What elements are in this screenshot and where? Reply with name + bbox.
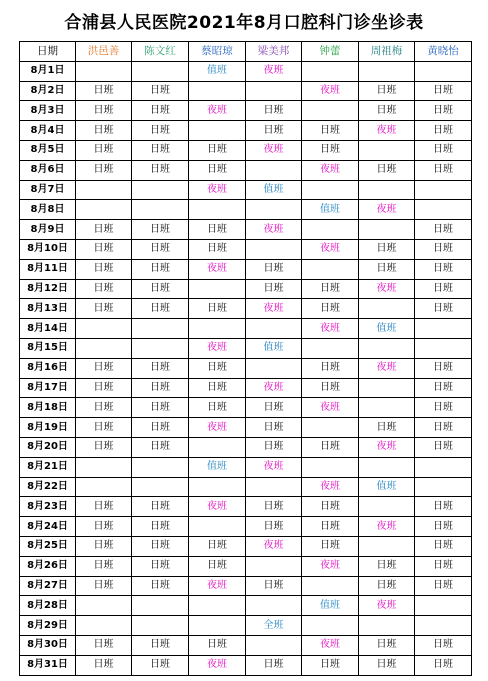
- table-row: [20, 239, 472, 259]
- shift-cell: [359, 497, 415, 517]
- shift-cell: 日班: [359, 576, 415, 596]
- table-row: [20, 358, 472, 378]
- shift-cell: 日班: [132, 160, 189, 180]
- shift-cell: 日班: [189, 556, 246, 576]
- shift-cell: [359, 140, 415, 160]
- shift-cell: 夜班: [189, 259, 246, 279]
- shift-cell: [359, 457, 415, 477]
- shift-cell: 值班: [359, 319, 415, 339]
- shift-cell: [415, 477, 472, 497]
- shift-cell: 夜班: [359, 121, 415, 141]
- shift-cell: 日班: [246, 398, 302, 418]
- shift-cell: 日班: [189, 635, 246, 655]
- table-row: [20, 556, 472, 576]
- shift-cell: [76, 61, 132, 81]
- shift-cell: [132, 61, 189, 81]
- doctor-header: 钟蕾: [302, 42, 359, 62]
- shift-cell: 日班: [132, 239, 189, 259]
- date-cell: 8月13日: [20, 299, 76, 319]
- shift-cell: [359, 536, 415, 556]
- table-row: [20, 437, 472, 457]
- table-row: [20, 81, 472, 101]
- shift-cell: 日班: [302, 121, 359, 141]
- table-row: [20, 596, 472, 616]
- shift-cell: 日班: [415, 121, 472, 141]
- shift-cell: 日班: [415, 378, 472, 398]
- shift-cell: 日班: [359, 101, 415, 121]
- shift-cell: 夜班: [302, 319, 359, 339]
- shift-cell: [302, 576, 359, 596]
- shift-cell: [246, 160, 302, 180]
- shift-cell: 日班: [246, 279, 302, 299]
- shift-cell: 日班: [246, 517, 302, 537]
- date-cell: 8月12日: [20, 279, 76, 299]
- shift-cell: 夜班: [302, 81, 359, 101]
- shift-cell: 值班: [246, 180, 302, 200]
- shift-cell: 日班: [132, 517, 189, 537]
- shift-cell: [359, 616, 415, 636]
- date-cell: 8月27日: [20, 576, 76, 596]
- date-cell: 8月14日: [20, 319, 76, 339]
- table-row: [20, 635, 472, 655]
- shift-cell: 日班: [359, 655, 415, 675]
- shift-cell: 值班: [359, 477, 415, 497]
- shift-cell: 夜班: [302, 239, 359, 259]
- doctor-header: 洪邑善: [76, 42, 132, 62]
- shift-cell: [246, 556, 302, 576]
- table-row: [20, 536, 472, 556]
- date-cell: 8月2日: [20, 81, 76, 101]
- header-row: [20, 42, 472, 62]
- table-row: [20, 200, 472, 220]
- shift-cell: 日班: [415, 160, 472, 180]
- shift-cell: 日班: [76, 299, 132, 319]
- shift-cell: 夜班: [246, 457, 302, 477]
- shift-cell: [415, 319, 472, 339]
- shift-cell: [415, 61, 472, 81]
- date-cell: 8月24日: [20, 517, 76, 537]
- shift-cell: [359, 338, 415, 358]
- shift-cell: [189, 437, 246, 457]
- date-cell: 8月28日: [20, 596, 76, 616]
- shift-cell: [302, 616, 359, 636]
- shift-cell: 日班: [415, 536, 472, 556]
- date-cell: 8月26日: [20, 556, 76, 576]
- shift-cell: [415, 457, 472, 477]
- table-row: [20, 259, 472, 279]
- shift-cell: 日班: [302, 497, 359, 517]
- table-row: [20, 180, 472, 200]
- shift-cell: [189, 616, 246, 636]
- shift-cell: 日班: [132, 299, 189, 319]
- table-row: [20, 378, 472, 398]
- page-title: 合浦县人民医院2021年8月口腔科门诊坐诊表: [64, 13, 424, 33]
- shift-cell: 日班: [76, 497, 132, 517]
- shift-cell: 日班: [415, 398, 472, 418]
- shift-cell: 日班: [132, 556, 189, 576]
- shift-cell: 日班: [415, 279, 472, 299]
- shift-cell: 日班: [76, 398, 132, 418]
- shift-cell: [189, 596, 246, 616]
- shift-cell: [132, 180, 189, 200]
- shift-cell: 日班: [132, 140, 189, 160]
- shift-cell: 日班: [189, 378, 246, 398]
- date-cell: 8月1日: [20, 61, 76, 81]
- date-cell: 8月25日: [20, 536, 76, 556]
- shift-cell: [132, 319, 189, 339]
- shift-cell: 日班: [76, 259, 132, 279]
- shift-cell: 日班: [246, 655, 302, 675]
- shift-cell: 日班: [415, 239, 472, 259]
- shift-cell: 日班: [359, 635, 415, 655]
- shift-cell: 日班: [76, 437, 132, 457]
- shift-cell: [246, 596, 302, 616]
- shift-cell: 夜班: [189, 655, 246, 675]
- shift-cell: 日班: [415, 635, 472, 655]
- shift-cell: 夜班: [189, 576, 246, 596]
- shift-cell: 夜班: [359, 596, 415, 616]
- shift-cell: 日班: [189, 536, 246, 556]
- shift-cell: 日班: [189, 239, 246, 259]
- date-cell: 8月6日: [20, 160, 76, 180]
- shift-cell: 日班: [189, 299, 246, 319]
- date-cell: 8月31日: [20, 655, 76, 675]
- table-row: [20, 457, 472, 477]
- table-row: [20, 616, 472, 636]
- table-row: [20, 279, 472, 299]
- schedule-body: [20, 61, 472, 675]
- shift-cell: 夜班: [246, 140, 302, 160]
- shift-cell: 日班: [415, 140, 472, 160]
- shift-cell: [76, 477, 132, 497]
- shift-cell: [302, 220, 359, 240]
- shift-cell: [359, 398, 415, 418]
- shift-cell: 日班: [132, 576, 189, 596]
- shift-cell: 日班: [359, 556, 415, 576]
- shift-cell: [415, 338, 472, 358]
- shift-cell: 日班: [189, 398, 246, 418]
- shift-cell: 夜班: [302, 160, 359, 180]
- shift-cell: [246, 358, 302, 378]
- date-cell: 8月8日: [20, 200, 76, 220]
- shift-cell: 夜班: [302, 398, 359, 418]
- shift-cell: 日班: [132, 398, 189, 418]
- shift-cell: [246, 477, 302, 497]
- shift-cell: [76, 338, 132, 358]
- shift-cell: 日班: [76, 140, 132, 160]
- shift-cell: 日班: [415, 81, 472, 101]
- shift-cell: 日班: [189, 358, 246, 378]
- schedule-table: [19, 41, 472, 676]
- shift-cell: [132, 200, 189, 220]
- shift-cell: [76, 596, 132, 616]
- shift-cell: [132, 338, 189, 358]
- table-row: [20, 338, 472, 358]
- shift-cell: 日班: [359, 239, 415, 259]
- shift-cell: [415, 596, 472, 616]
- shift-cell: 日班: [76, 536, 132, 556]
- shift-cell: 夜班: [246, 378, 302, 398]
- table-row: [20, 655, 472, 675]
- shift-cell: 夜班: [302, 477, 359, 497]
- shift-cell: [302, 259, 359, 279]
- shift-cell: [189, 517, 246, 537]
- shift-cell: [132, 477, 189, 497]
- date-cell: 8月29日: [20, 616, 76, 636]
- shift-cell: 日班: [302, 536, 359, 556]
- shift-cell: [359, 220, 415, 240]
- shift-cell: 日班: [415, 497, 472, 517]
- shift-cell: 日班: [76, 655, 132, 675]
- shift-cell: 日班: [76, 160, 132, 180]
- shift-cell: 夜班: [359, 200, 415, 220]
- date-cell: 8月23日: [20, 497, 76, 517]
- date-column-header: 日期: [20, 42, 76, 62]
- shift-cell: 日班: [415, 556, 472, 576]
- shift-cell: 日班: [76, 101, 132, 121]
- shift-cell: [246, 635, 302, 655]
- shift-cell: [302, 338, 359, 358]
- table-row: [20, 477, 472, 497]
- shift-cell: 日班: [76, 635, 132, 655]
- date-cell: 8月18日: [20, 398, 76, 418]
- date-cell: 8月22日: [20, 477, 76, 497]
- shift-cell: [359, 299, 415, 319]
- shift-cell: 日班: [76, 358, 132, 378]
- table-row: [20, 101, 472, 121]
- shift-cell: [246, 81, 302, 101]
- table-row: [20, 576, 472, 596]
- shift-cell: 夜班: [246, 220, 302, 240]
- shift-cell: 日班: [415, 220, 472, 240]
- table-row: [20, 517, 472, 537]
- shift-cell: 日班: [415, 299, 472, 319]
- shift-cell: 日班: [246, 121, 302, 141]
- shift-cell: [246, 319, 302, 339]
- shift-cell: [189, 121, 246, 141]
- shift-cell: 日班: [132, 101, 189, 121]
- doctor-header: 周祖梅: [359, 42, 415, 62]
- shift-cell: 日班: [132, 121, 189, 141]
- doctor-header: 黄晓怡: [415, 42, 472, 62]
- shift-cell: 全班: [246, 616, 302, 636]
- shift-cell: [76, 319, 132, 339]
- shift-cell: [189, 81, 246, 101]
- table-row: [20, 121, 472, 141]
- table-row: [20, 398, 472, 418]
- shift-cell: 日班: [76, 556, 132, 576]
- shift-cell: 日班: [415, 517, 472, 537]
- shift-cell: [76, 457, 132, 477]
- shift-cell: [189, 319, 246, 339]
- table-row: [20, 160, 472, 180]
- shift-cell: 日班: [132, 81, 189, 101]
- shift-cell: 夜班: [302, 635, 359, 655]
- shift-cell: [132, 457, 189, 477]
- shift-cell: 夜班: [189, 180, 246, 200]
- shift-cell: 日班: [415, 418, 472, 438]
- shift-cell: 日班: [415, 101, 472, 121]
- shift-cell: 日班: [132, 635, 189, 655]
- shift-cell: 夜班: [189, 418, 246, 438]
- shift-cell: [132, 596, 189, 616]
- shift-cell: [189, 200, 246, 220]
- shift-cell: 日班: [76, 279, 132, 299]
- shift-cell: 夜班: [302, 556, 359, 576]
- table-row: [20, 418, 472, 438]
- shift-cell: [302, 457, 359, 477]
- shift-cell: 日班: [132, 655, 189, 675]
- shift-cell: 值班: [302, 200, 359, 220]
- doctor-header: 梁美邦: [246, 42, 302, 62]
- shift-cell: 日班: [246, 418, 302, 438]
- shift-cell: 日班: [132, 497, 189, 517]
- date-cell: 8月15日: [20, 338, 76, 358]
- shift-cell: 日班: [415, 358, 472, 378]
- shift-cell: 日班: [132, 259, 189, 279]
- shift-cell: 夜班: [359, 279, 415, 299]
- shift-cell: 日班: [415, 655, 472, 675]
- shift-cell: [76, 180, 132, 200]
- shift-cell: 日班: [76, 121, 132, 141]
- shift-cell: 日班: [132, 220, 189, 240]
- shift-cell: 日班: [415, 259, 472, 279]
- shift-cell: 日班: [415, 576, 472, 596]
- date-cell: 8月21日: [20, 457, 76, 477]
- shift-cell: 夜班: [359, 517, 415, 537]
- shift-cell: [302, 418, 359, 438]
- shift-cell: 日班: [302, 655, 359, 675]
- shift-cell: [189, 279, 246, 299]
- shift-cell: 日班: [246, 437, 302, 457]
- date-cell: 8月19日: [20, 418, 76, 438]
- shift-cell: [415, 200, 472, 220]
- shift-cell: 日班: [189, 220, 246, 240]
- date-cell: 8月17日: [20, 378, 76, 398]
- table-row: [20, 61, 472, 81]
- shift-cell: [359, 378, 415, 398]
- shift-cell: 日班: [302, 437, 359, 457]
- shift-cell: 日班: [132, 418, 189, 438]
- table-row: [20, 140, 472, 160]
- shift-cell: 日班: [132, 279, 189, 299]
- shift-cell: 日班: [76, 576, 132, 596]
- shift-cell: [415, 616, 472, 636]
- shift-cell: 夜班: [189, 338, 246, 358]
- table-row: [20, 319, 472, 339]
- date-cell: 8月30日: [20, 635, 76, 655]
- shift-cell: 日班: [246, 101, 302, 121]
- shift-cell: 日班: [76, 81, 132, 101]
- shift-cell: 日班: [76, 220, 132, 240]
- doctor-header: 蔡昭琼: [189, 42, 246, 62]
- date-cell: 8月11日: [20, 259, 76, 279]
- shift-cell: [415, 180, 472, 200]
- date-cell: 8月20日: [20, 437, 76, 457]
- shift-cell: 日班: [132, 378, 189, 398]
- shift-cell: 值班: [246, 338, 302, 358]
- shift-cell: 日班: [189, 140, 246, 160]
- shift-cell: 夜班: [189, 497, 246, 517]
- shift-cell: 日班: [415, 437, 472, 457]
- table-row: [20, 220, 472, 240]
- shift-cell: [302, 180, 359, 200]
- table-row: [20, 497, 472, 517]
- shift-cell: 日班: [76, 239, 132, 259]
- shift-cell: [132, 616, 189, 636]
- date-cell: 8月9日: [20, 220, 76, 240]
- shift-cell: 日班: [302, 517, 359, 537]
- shift-cell: 日班: [76, 418, 132, 438]
- shift-cell: [359, 61, 415, 81]
- shift-cell: 日班: [302, 358, 359, 378]
- date-cell: 8月5日: [20, 140, 76, 160]
- shift-cell: 夜班: [246, 299, 302, 319]
- shift-cell: 日班: [359, 160, 415, 180]
- shift-cell: [302, 101, 359, 121]
- shift-cell: 夜班: [359, 437, 415, 457]
- shift-cell: 日班: [302, 299, 359, 319]
- shift-cell: 日班: [132, 358, 189, 378]
- shift-cell: 日班: [302, 140, 359, 160]
- shift-cell: 日班: [359, 81, 415, 101]
- shift-cell: [76, 616, 132, 636]
- date-cell: 8月4日: [20, 121, 76, 141]
- shift-cell: [76, 200, 132, 220]
- date-cell: 8月3日: [20, 101, 76, 121]
- shift-cell: 日班: [246, 576, 302, 596]
- shift-cell: 日班: [302, 279, 359, 299]
- shift-cell: [246, 239, 302, 259]
- shift-cell: [302, 61, 359, 81]
- shift-cell: 日班: [246, 259, 302, 279]
- shift-cell: 日班: [76, 378, 132, 398]
- shift-cell: [189, 477, 246, 497]
- shift-cell: 值班: [302, 596, 359, 616]
- shift-cell: 日班: [246, 497, 302, 517]
- date-cell: 8月7日: [20, 180, 76, 200]
- doctor-header: 陈文红: [132, 42, 189, 62]
- date-cell: 8月16日: [20, 358, 76, 378]
- shift-cell: 夜班: [359, 358, 415, 378]
- date-cell: 8月10日: [20, 239, 76, 259]
- shift-cell: 日班: [132, 536, 189, 556]
- shift-cell: 日班: [359, 259, 415, 279]
- table-row: [20, 299, 472, 319]
- shift-cell: 日班: [302, 378, 359, 398]
- shift-cell: 日班: [132, 437, 189, 457]
- shift-cell: 值班: [189, 61, 246, 81]
- shift-cell: 夜班: [189, 101, 246, 121]
- shift-cell: 夜班: [246, 536, 302, 556]
- shift-cell: [359, 180, 415, 200]
- shift-cell: 日班: [359, 418, 415, 438]
- shift-cell: 夜班: [246, 61, 302, 81]
- shift-cell: 日班: [189, 160, 246, 180]
- shift-cell: [246, 200, 302, 220]
- shift-cell: 日班: [76, 517, 132, 537]
- shift-cell: 值班: [189, 457, 246, 477]
